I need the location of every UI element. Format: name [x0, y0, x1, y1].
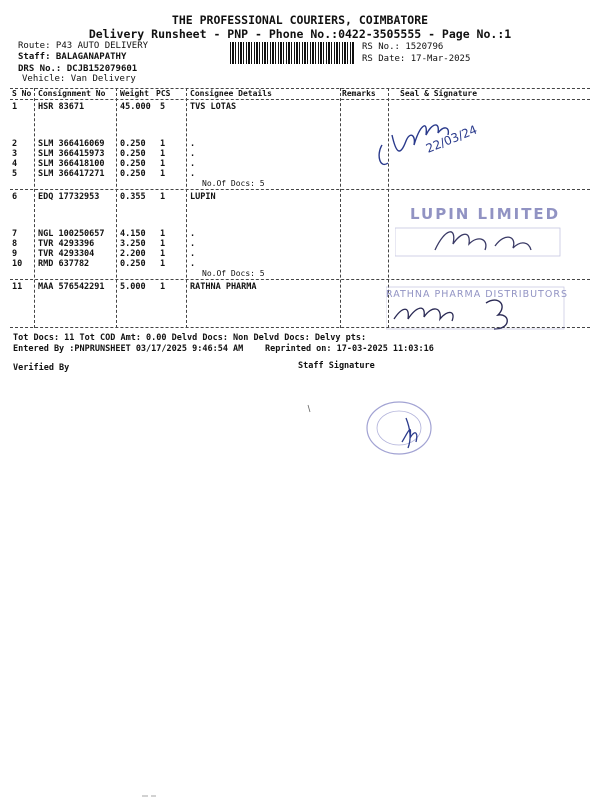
table-row: 10 RMD 637782 0.250 1 . — [12, 259, 196, 269]
svg-text:22/03/24: 22/03/24 — [423, 122, 480, 156]
route-label: Route: P43 AUTO DELIVERY — [18, 41, 149, 51]
signature-rathna-icon — [386, 285, 566, 345]
col-sno: S No — [12, 89, 32, 98]
rs-date: RS Date: 17-Mar-2025 — [362, 54, 471, 64]
stamp-rathna: RATHNA PHARMA DISTRIBUTORS — [386, 289, 568, 300]
docs-count: No.Of Docs: 5 — [202, 269, 265, 278]
totals-line: Tot Docs: 11 Tot COD Amt: 0.00 Delvd Docs: Non Delvd Docs: Delvy pts: — [13, 333, 367, 343]
table-row: 7 NGL 100250657 4.150 1 . — [12, 229, 196, 239]
col-consignee: Consignee Details — [190, 89, 272, 98]
stray-mark-icon — [306, 404, 314, 414]
col-weight: Weight — [120, 89, 149, 98]
round-seal-icon — [362, 398, 440, 458]
col-seal-signature: Seal & Signature — [400, 89, 478, 98]
table-row: 9 TVR 4293304 2.200 1 . — [12, 249, 196, 259]
table-row: 5 SLM 366417271 0.250 1 . — [12, 169, 196, 179]
entered-by: Entered By :PNPRUNSHEET 03/17/2025 9:46:54 AM — [13, 344, 244, 354]
drs-number: DRS No.: DCJB152079601 — [18, 64, 138, 74]
runsheet-subtitle: Delivery Runsheet - PNP - Phone No.:0422-3505555 - Page No.:1 — [88, 27, 512, 41]
table-row: 4 SLM 366418100 0.250 1 . — [12, 159, 196, 169]
consignee-name: RATHNA PHARMA — [190, 282, 257, 292]
col-consignment: Consignment No — [38, 89, 106, 98]
docs-count: No.Of Docs: 5 — [202, 179, 265, 188]
verified-by: Verified By — [13, 363, 70, 373]
col-pcs: PCS — [156, 89, 171, 98]
consignee-name: TVS LOTAS — [190, 102, 237, 112]
stamp-lupin: LUPIN LIMITED — [410, 205, 561, 223]
table-row: 3 SLM 366415973 0.250 1 . — [12, 149, 196, 159]
rs-number: RS No.: 1520796 — [362, 42, 444, 52]
company-title: THE PROFESSIONAL COURIERS, COIMBATORE — [171, 13, 429, 27]
table-row: 1 HSR 83671 45.000 5 TVS LOTAS — [12, 102, 237, 112]
consignee-name: LUPIN — [190, 192, 216, 202]
col-remarks: Remarks — [342, 89, 376, 98]
table-row: 8 TVR 4293396 3.250 1 . — [12, 239, 196, 249]
staff-signature-label: Staff Signature — [298, 361, 375, 371]
table-row: 11 MAA 576542291 5.000 1 RATHNA PHARMA — [12, 282, 257, 292]
signature-lupin-icon — [395, 220, 565, 260]
vehicle-label: Vehicle: Van Delivery — [22, 74, 136, 84]
reprinted-on: Reprinted on: 17-03-2025 11:03:16 — [265, 344, 434, 354]
signature-tvs-icon — [370, 105, 520, 175]
table-row: 2 SLM 366416069 0.250 1 . — [12, 139, 196, 149]
stray-mark-icon — [140, 794, 160, 798]
table-row: 6 EDQ 17732953 0.355 1 LUPIN — [12, 192, 216, 202]
staff-label: Staff: BALAGANAPATHY — [18, 52, 127, 62]
barcode — [230, 42, 354, 64]
